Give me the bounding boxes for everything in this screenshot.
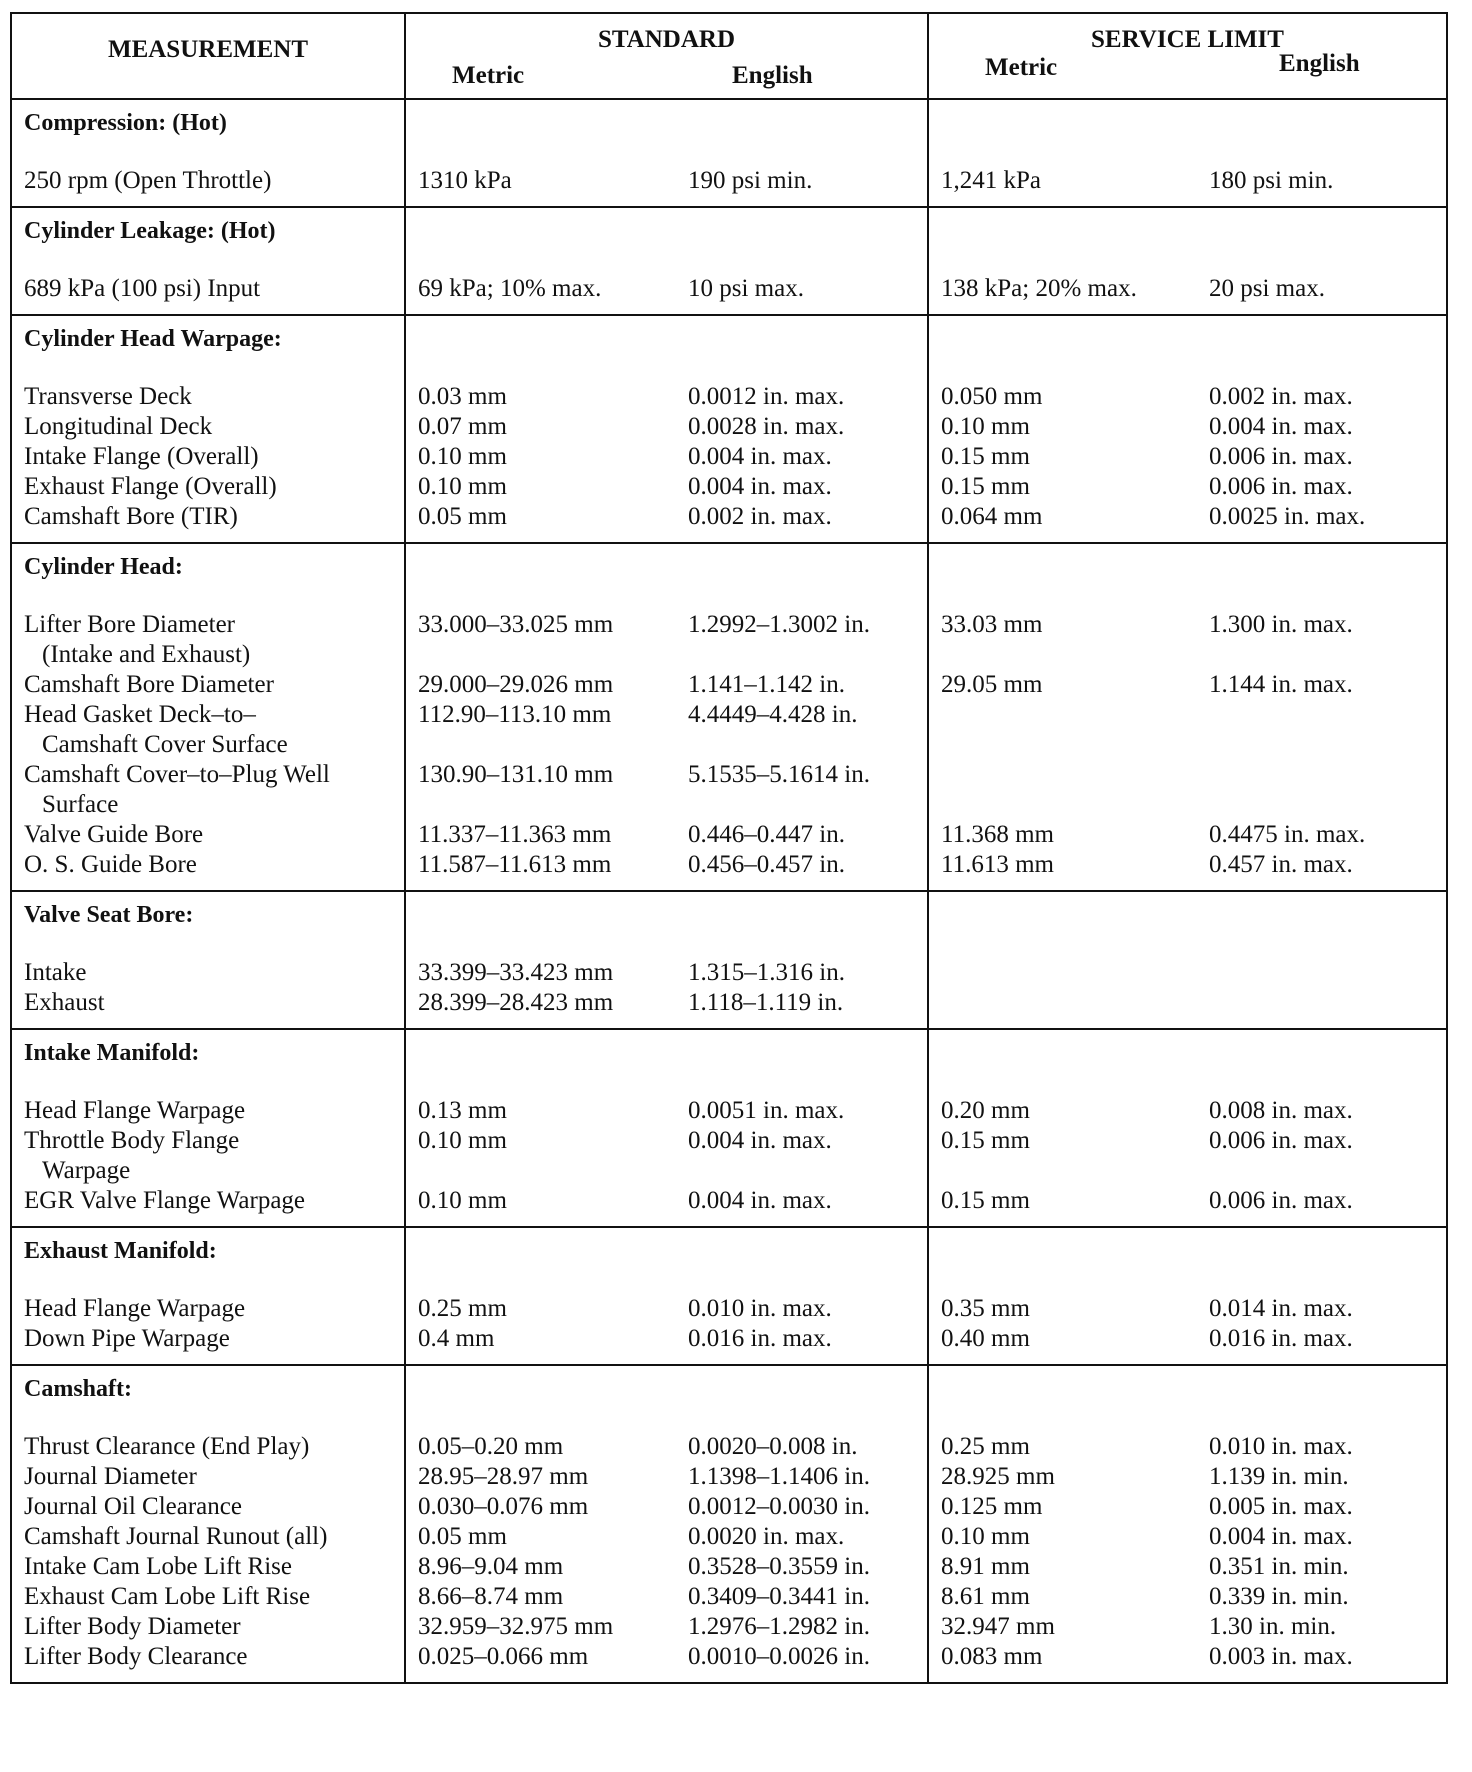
spacer xyxy=(941,1236,1436,1294)
standard-values xyxy=(418,502,917,532)
standard-values xyxy=(418,1294,917,1324)
service-limit-english-value: 0.006 in. max. xyxy=(1209,473,1353,500)
standard-values xyxy=(418,412,917,442)
measurement-cell xyxy=(11,1365,405,1683)
service-limit-metric-value xyxy=(941,700,1209,730)
measurement-block xyxy=(12,1228,404,1364)
service-limit-values xyxy=(941,1324,1436,1354)
measurement-label: O. S. Guide Bore xyxy=(24,851,197,878)
service-limit-metric-value: 8.61 mm xyxy=(941,1583,1030,1610)
measurement-label: Thrust Clearance (End Play) xyxy=(24,1433,310,1460)
service-limit-values xyxy=(941,442,1436,472)
standard-values xyxy=(418,760,917,790)
standard-block xyxy=(406,316,927,542)
service-limit-english-value: 1.30 in. min. xyxy=(1209,1613,1337,1640)
measurement-block xyxy=(12,100,404,206)
service-limit-english-value: 1.139 in. min. xyxy=(1209,1463,1349,1490)
service-limit-values xyxy=(941,958,1436,988)
standard-values xyxy=(418,1432,917,1462)
standard-values xyxy=(418,820,917,850)
header-standard-english: English xyxy=(732,62,813,89)
spacer xyxy=(418,1374,917,1432)
spacer xyxy=(418,1236,917,1294)
standard-values xyxy=(418,1186,917,1216)
header-measurement: MEASUREMENT xyxy=(107,36,308,63)
service-limit-block xyxy=(929,316,1446,542)
service-limit-values xyxy=(941,820,1436,850)
spacer xyxy=(941,730,1436,760)
standard-english-value: 1.141–1.142 in. xyxy=(688,671,845,698)
service-limit-english-value: 0.005 in. max. xyxy=(1209,1493,1353,1520)
service-limit-metric-value: 0.15 mm xyxy=(941,443,1030,470)
specification-table xyxy=(10,12,1448,1684)
standard-english-value: 0.0028 in. max. xyxy=(688,413,845,440)
measurement-label: Head Flange Warpage xyxy=(24,1097,246,1124)
service-limit-metric-value: 0.15 mm xyxy=(941,473,1030,500)
measurement-label: Intake Cam Lobe Lift Rise xyxy=(24,1553,292,1580)
section-row xyxy=(11,891,1447,1029)
service-limit-block xyxy=(929,100,1446,206)
spacer xyxy=(418,640,917,670)
standard-metric-value: 33.000–33.025 mm xyxy=(418,611,614,638)
service-limit-metric-value: 0.20 mm xyxy=(941,1097,1030,1124)
standard-metric-value: 28.399–28.423 mm xyxy=(418,989,614,1016)
standard-values xyxy=(418,1582,917,1612)
standard-english-value: 1.1398–1.1406 in. xyxy=(688,1463,870,1490)
standard-english-value: 0.004 in. max. xyxy=(688,1127,832,1154)
measurement-cell xyxy=(11,315,405,543)
section-row xyxy=(11,1365,1447,1683)
service-limit-metric-value: 0.125 mm xyxy=(941,1493,1043,1520)
measurement-label: Head Gasket Deck–to– xyxy=(24,701,256,728)
section-title: Cylinder Head Warpage: xyxy=(24,326,282,352)
section-row xyxy=(11,99,1447,207)
standard-values xyxy=(418,166,917,196)
standard-cell xyxy=(405,1365,928,1683)
service-limit-english-value: 20 psi max. xyxy=(1209,275,1325,302)
service-limit-metric-value xyxy=(941,988,1209,1018)
standard-english-value: 0.004 in. max. xyxy=(688,1187,832,1214)
service-limit-english-value: 0.006 in. max. xyxy=(1209,1127,1353,1154)
standard-block xyxy=(406,544,927,890)
section-title: Compression: (Hot) xyxy=(24,110,227,136)
service-limit-cell xyxy=(928,891,1447,1029)
measurement-block xyxy=(12,544,404,890)
standard-metric-value: 0.030–0.076 mm xyxy=(418,1493,589,1520)
standard-metric-value: 69 kPa; 10% max. xyxy=(418,275,602,302)
standard-values xyxy=(418,670,917,700)
specification-table-body xyxy=(11,13,1447,1683)
measurement-label: Exhaust Flange (Overall) xyxy=(24,473,277,500)
measurement-block xyxy=(12,1366,404,1682)
measurement-block xyxy=(12,1030,404,1226)
service-limit-cell xyxy=(928,1227,1447,1365)
measurement-label: 250 rpm (Open Throttle) xyxy=(24,167,272,194)
standard-values xyxy=(418,1126,917,1156)
header-standard-metric: Metric xyxy=(452,62,525,89)
standard-values xyxy=(418,610,917,640)
standard-english-value: 10 psi max. xyxy=(688,275,804,302)
section-title: Intake Manifold: xyxy=(24,1040,200,1066)
standard-metric-value: 0.05 mm xyxy=(418,1523,507,1550)
header-standard: STANDARD xyxy=(597,26,736,53)
service-limit-cell xyxy=(928,207,1447,315)
spacer xyxy=(941,900,1436,958)
service-limit-english-value: 0.0025 in. max. xyxy=(1209,503,1366,530)
spacer xyxy=(418,324,917,382)
spacer xyxy=(418,1156,917,1186)
standard-block xyxy=(406,208,927,314)
spacer xyxy=(418,216,917,274)
standard-english-value: 0.0012 in. max. xyxy=(688,383,845,410)
standard-metric-value: 0.10 mm xyxy=(418,473,507,500)
service-limit-english-value: 1.300 in. max. xyxy=(1209,611,1353,638)
service-limit-metric-value xyxy=(941,760,1209,790)
service-limit-metric-value: 0.15 mm xyxy=(941,1127,1030,1154)
standard-values xyxy=(418,1096,917,1126)
service-limit-english-value: 0.002 in. max. xyxy=(1209,383,1353,410)
standard-values xyxy=(418,1324,917,1354)
service-limit-values xyxy=(941,1522,1436,1552)
header-standard-cell xyxy=(405,13,928,99)
measurement-cell xyxy=(11,1227,405,1365)
service-limit-cell xyxy=(928,99,1447,207)
measurement-label-continued: (Intake and Exhaust) xyxy=(42,641,251,668)
section-title: Cylinder Head: xyxy=(24,554,183,580)
service-limit-values xyxy=(941,1294,1436,1324)
measurement-block xyxy=(12,892,404,1028)
standard-metric-value: 11.337–11.363 mm xyxy=(418,821,612,848)
service-limit-english-value: 0.003 in. max. xyxy=(1209,1643,1353,1670)
service-limit-values xyxy=(941,274,1436,304)
standard-english-value: 0.010 in. max. xyxy=(688,1295,832,1322)
spacer xyxy=(418,730,917,760)
standard-values xyxy=(418,1642,917,1672)
standard-english-value: 0.004 in. max. xyxy=(688,473,832,500)
standard-english-value: 0.3528–0.3559 in. xyxy=(688,1553,870,1580)
service-limit-block xyxy=(929,208,1446,314)
standard-metric-value: 11.587–11.613 mm xyxy=(418,851,612,878)
section-title: Exhaust Manifold: xyxy=(24,1238,217,1264)
standard-metric-value: 0.10 mm xyxy=(418,1127,507,1154)
standard-cell xyxy=(405,1029,928,1227)
standard-metric-value: 0.05 mm xyxy=(418,503,507,530)
service-limit-values xyxy=(941,1552,1436,1582)
header-row xyxy=(11,13,1447,99)
section-row xyxy=(11,315,1447,543)
service-limit-metric-value: 33.03 mm xyxy=(941,611,1043,638)
section-row xyxy=(11,543,1447,891)
standard-english-value: 0.0051 in. max. xyxy=(688,1097,845,1124)
service-limit-values xyxy=(941,1612,1436,1642)
service-limit-values xyxy=(941,1186,1436,1216)
service-limit-metric-value: 8.91 mm xyxy=(941,1553,1030,1580)
measurement-label: 689 kPa (100 psi) Input xyxy=(24,275,261,302)
header-service-limit: SERVICE LIMIT xyxy=(1091,26,1284,53)
service-limit-english-value: 1.144 in. max. xyxy=(1209,671,1353,698)
header-service-limit-metric: Metric xyxy=(985,54,1058,81)
service-limit-block xyxy=(929,1366,1446,1682)
measurement-label: Head Flange Warpage xyxy=(24,1295,246,1322)
service-limit-cell xyxy=(928,543,1447,891)
service-limit-block xyxy=(929,892,1446,1028)
measurement-cell xyxy=(11,543,405,891)
service-limit-metric-value: 0.083 mm xyxy=(941,1643,1043,1670)
standard-metric-value: 130.90–131.10 mm xyxy=(418,761,614,788)
standard-cell xyxy=(405,207,928,315)
standard-english-value: 5.1535–5.1614 in. xyxy=(688,761,870,788)
standard-metric-value: 0.13 mm xyxy=(418,1097,507,1124)
measurement-label: EGR Valve Flange Warpage xyxy=(24,1187,306,1214)
standard-metric-value: 0.05–0.20 mm xyxy=(418,1433,564,1460)
service-limit-metric-value: 0.15 mm xyxy=(941,1187,1030,1214)
measurement-cell xyxy=(11,891,405,1029)
section-title: Camshaft: xyxy=(24,1376,132,1402)
measurement-block xyxy=(12,316,404,542)
standard-values xyxy=(418,958,917,988)
header-service-limit-cell xyxy=(928,13,1447,99)
measurement-cell xyxy=(11,99,405,207)
standard-values xyxy=(418,382,917,412)
service-limit-english-value: 0.016 in. max. xyxy=(1209,1325,1353,1352)
measurement-block xyxy=(12,208,404,314)
standard-english-value: 190 psi min. xyxy=(688,167,813,194)
measurement-label: Journal Diameter xyxy=(24,1463,197,1490)
standard-english-value: 0.0020 in. max. xyxy=(688,1523,845,1550)
service-limit-metric-value xyxy=(941,958,1209,988)
standard-values xyxy=(418,700,917,730)
service-limit-metric-value: 0.050 mm xyxy=(941,383,1043,410)
spacer xyxy=(418,790,917,820)
service-limit-cell xyxy=(928,1365,1447,1683)
standard-cell xyxy=(405,543,928,891)
service-limit-metric-value: 32.947 mm xyxy=(941,1613,1055,1640)
standard-metric-value: 0.10 mm xyxy=(418,443,507,470)
service-limit-values xyxy=(941,1642,1436,1672)
measurement-label: Throttle Body Flange xyxy=(24,1127,240,1154)
section-title: Cylinder Leakage: (Hot) xyxy=(24,218,276,244)
standard-english-value: 1.315–1.316 in. xyxy=(688,959,845,986)
measurement-label: Transverse Deck xyxy=(24,383,192,410)
spacer xyxy=(941,552,1436,610)
standard-english-value: 0.004 in. max. xyxy=(688,443,832,470)
standard-english-value: 1.2976–1.2982 in. xyxy=(688,1613,870,1640)
service-limit-values xyxy=(941,610,1436,640)
standard-english-value: 0.456–0.457 in. xyxy=(688,851,845,878)
standard-metric-value: 32.959–32.975 mm xyxy=(418,1613,614,1640)
service-limit-metric-value: 29.05 mm xyxy=(941,671,1043,698)
standard-values xyxy=(418,850,917,880)
spacer xyxy=(418,108,917,166)
standard-english-value: 0.3409–0.3441 in. xyxy=(688,1583,870,1610)
standard-cell xyxy=(405,1227,928,1365)
spacer xyxy=(941,790,1436,820)
header-measurement-cell xyxy=(11,13,405,99)
standard-values xyxy=(418,1492,917,1522)
standard-metric-value: 0.4 mm xyxy=(418,1325,495,1352)
standard-values xyxy=(418,472,917,502)
service-limit-values xyxy=(941,850,1436,880)
spacer xyxy=(418,1038,917,1096)
standard-english-value: 1.2992–1.3002 in. xyxy=(688,611,870,638)
service-limit-english-value: 0.006 in. max. xyxy=(1209,443,1353,470)
measurement-label: Journal Oil Clearance xyxy=(24,1493,242,1520)
standard-english-value: 0.016 in. max. xyxy=(688,1325,832,1352)
section-title: Valve Seat Bore: xyxy=(24,902,194,928)
standard-metric-value: 0.10 mm xyxy=(418,1187,507,1214)
standard-metric-value: 0.03 mm xyxy=(418,383,507,410)
measurement-label: Longitudinal Deck xyxy=(24,413,213,440)
section-row xyxy=(11,1029,1447,1227)
measurement-label: Valve Guide Bore xyxy=(24,821,204,848)
standard-metric-value: 0.25 mm xyxy=(418,1295,507,1322)
service-limit-values xyxy=(941,1582,1436,1612)
service-limit-values xyxy=(941,1126,1436,1156)
standard-cell xyxy=(405,315,928,543)
service-limit-english-value: 0.008 in. max. xyxy=(1209,1097,1353,1124)
standard-block xyxy=(406,1030,927,1226)
service-limit-english-value: 0.351 in. min. xyxy=(1209,1553,1349,1580)
standard-metric-value: 8.66–8.74 mm xyxy=(418,1583,564,1610)
service-limit-values xyxy=(941,382,1436,412)
spacer xyxy=(941,1374,1436,1432)
service-limit-block xyxy=(929,544,1446,890)
measurement-label-continued: Camshaft Cover Surface xyxy=(42,731,288,758)
standard-values xyxy=(418,1612,917,1642)
service-limit-cell xyxy=(928,315,1447,543)
service-limit-values xyxy=(941,1096,1436,1126)
spacer xyxy=(941,324,1436,382)
service-limit-metric-value: 0.40 mm xyxy=(941,1325,1030,1352)
standard-english-value: 0.0020–0.008 in. xyxy=(688,1433,858,1460)
standard-values xyxy=(418,1522,917,1552)
standard-english-value: 1.118–1.119 in. xyxy=(688,989,844,1016)
service-limit-metric-value: 0.10 mm xyxy=(941,1523,1030,1550)
spacer xyxy=(418,900,917,958)
service-limit-english-value: 0.004 in. max. xyxy=(1209,413,1353,440)
service-limit-english-value: 0.010 in. max. xyxy=(1209,1433,1353,1460)
measurement-label: Intake xyxy=(24,959,87,986)
measurement-label: Lifter Bore Diameter xyxy=(24,611,236,638)
spacer xyxy=(941,108,1436,166)
measurement-label: Exhaust Cam Lobe Lift Rise xyxy=(24,1583,311,1610)
standard-metric-value: 112.90–113.10 mm xyxy=(418,701,612,728)
standard-cell xyxy=(405,99,928,207)
service-limit-values xyxy=(941,1462,1436,1492)
service-limit-metric-value: 11.613 mm xyxy=(941,851,1054,878)
measurement-label-continued: Surface xyxy=(42,791,119,818)
service-limit-metric-value: 28.925 mm xyxy=(941,1463,1055,1490)
service-limit-english-value: 180 psi min. xyxy=(1209,167,1334,194)
service-limit-values xyxy=(941,700,1436,730)
standard-block xyxy=(406,1366,927,1682)
measurement-label: Exhaust xyxy=(24,989,105,1016)
service-limit-values xyxy=(941,412,1436,442)
measurement-label: Camshaft Bore Diameter xyxy=(24,671,274,698)
standard-english-value: 0.446–0.447 in. xyxy=(688,821,845,848)
standard-block xyxy=(406,1228,927,1364)
service-limit-english-value: 0.339 in. min. xyxy=(1209,1583,1349,1610)
spacer xyxy=(941,216,1436,274)
measurement-label: Intake Flange (Overall) xyxy=(24,443,259,470)
measurement-cell xyxy=(11,1029,405,1227)
standard-metric-value: 28.95–28.97 mm xyxy=(418,1463,589,1490)
header-service-limit-english: English xyxy=(1279,50,1360,77)
service-limit-metric-value: 0.35 mm xyxy=(941,1295,1030,1322)
standard-block xyxy=(406,100,927,206)
measurement-label: Camshaft Journal Runout (all) xyxy=(24,1523,328,1550)
service-limit-metric-value: 138 kPa; 20% max. xyxy=(941,275,1137,302)
standard-english-value: 4.4449–4.428 in. xyxy=(688,701,858,728)
measurement-label: Lifter Body Diameter xyxy=(24,1613,241,1640)
measurement-label: Down Pipe Warpage xyxy=(24,1325,230,1352)
standard-values xyxy=(418,442,917,472)
standard-values xyxy=(418,1552,917,1582)
service-limit-block xyxy=(929,1228,1446,1364)
section-row xyxy=(11,207,1447,315)
standard-metric-value: 8.96–9.04 mm xyxy=(418,1553,564,1580)
standard-cell xyxy=(405,891,928,1029)
standard-metric-value: 1310 kPa xyxy=(418,167,512,194)
service-limit-values xyxy=(941,760,1436,790)
standard-metric-value: 0.07 mm xyxy=(418,413,507,440)
standard-values xyxy=(418,1462,917,1492)
service-limit-values xyxy=(941,988,1436,1018)
service-limit-english-value: 0.4475 in. max. xyxy=(1209,821,1366,848)
standard-english-value: 0.0012–0.0030 in. xyxy=(688,1493,870,1520)
measurement-label: Camshaft Cover–to–Plug Well xyxy=(24,761,330,788)
service-limit-block xyxy=(929,1030,1446,1226)
standard-values xyxy=(418,274,917,304)
service-limit-values xyxy=(941,166,1436,196)
measurement-label-continued: Warpage xyxy=(42,1157,131,1184)
measurement-cell xyxy=(11,207,405,315)
standard-english-value: 0.0010–0.0026 in. xyxy=(688,1643,870,1670)
spacer xyxy=(941,640,1436,670)
service-limit-values xyxy=(941,502,1436,532)
service-limit-metric-value: 0.064 mm xyxy=(941,503,1043,530)
service-limit-values xyxy=(941,472,1436,502)
service-limit-english-value: 0.006 in. max. xyxy=(1209,1187,1353,1214)
standard-metric-value: 29.000–29.026 mm xyxy=(418,671,614,698)
service-limit-english-value: 0.014 in. max. xyxy=(1209,1295,1353,1322)
service-limit-english-value: 0.457 in. max. xyxy=(1209,851,1353,878)
service-limit-metric-value: 0.25 mm xyxy=(941,1433,1030,1460)
standard-metric-value: 33.399–33.423 mm xyxy=(418,959,614,986)
service-limit-values xyxy=(941,670,1436,700)
spacer xyxy=(941,1156,1436,1186)
measurement-label: Camshaft Bore (TIR) xyxy=(24,503,238,530)
service-limit-values xyxy=(941,1492,1436,1522)
service-limit-metric-value: 0.10 mm xyxy=(941,413,1030,440)
standard-english-value: 0.002 in. max. xyxy=(688,503,832,530)
service-limit-english-value: 0.004 in. max. xyxy=(1209,1523,1353,1550)
spacer xyxy=(418,552,917,610)
standard-values xyxy=(418,988,917,1018)
service-limit-values xyxy=(941,1432,1436,1462)
service-limit-cell xyxy=(928,1029,1447,1227)
service-limit-metric-value: 1,241 kPa xyxy=(941,167,1041,194)
standard-block xyxy=(406,892,927,1028)
service-limit-metric-value: 11.368 mm xyxy=(941,821,1054,848)
standard-metric-value: 0.025–0.066 mm xyxy=(418,1643,589,1670)
section-row xyxy=(11,1227,1447,1365)
measurement-label: Lifter Body Clearance xyxy=(24,1643,248,1670)
spacer xyxy=(941,1038,1436,1096)
